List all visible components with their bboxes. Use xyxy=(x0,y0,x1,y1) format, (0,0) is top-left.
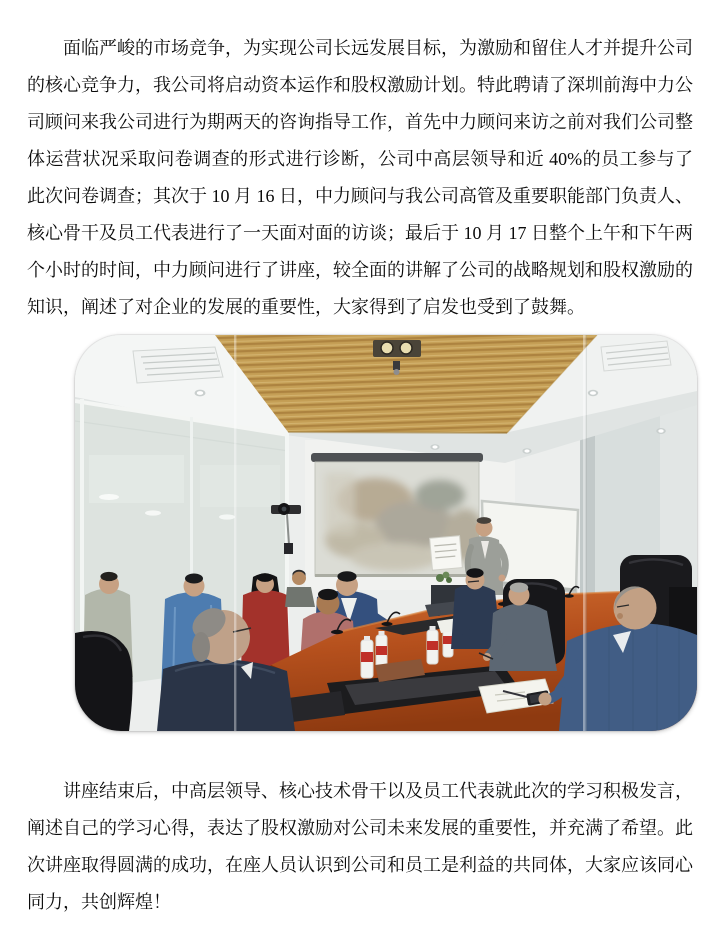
meeting-room-photo xyxy=(75,335,697,731)
conclusion-paragraph: 讲座结束后，中高层领导、核心技术骨干以及员工代表就此次的学习积极发言，阐述自己的学习心得，表达了股权激励对公司未来发展的重要性，并充满了希望。此次讲座取得圆满的成功，在座人员认识到公司和员工是利益的共同体，大家应该同心同力，共创辉煌！ xyxy=(27,781,693,912)
foreground-chair xyxy=(75,631,133,731)
flip-card xyxy=(430,536,463,570)
meeting-room-scene xyxy=(75,335,697,731)
intro-paragraph: 面临严峻的市场竞争，为实现公司长远发展目标，为激励和留住人才并提升公司的核心竞争力，我公司将启动资本运作和股权激励计划。特此聘请了深圳前海中力公司顾问来我公司进行为期两天的咨询指导工作，首先中力顾问来访之前对我们公司整体运营状况采取问卷调查的形式进行诊断，公司中高层领导和近 40%的员工参与了此次问卷调查；其次于 10 月 16 日，中力顾问与我公司高管及重要职能部门负责人、核心骨干及员工代表进行了一天面对面的访谈；最后于 10 月 17 日整个上午和下午两个小时的时间，中力顾问进行了讲座，较全面的讲解了公司的战略规划和股权激励的知识，阐述了对企业的发展的重要性，大家得到了启发也受到了鼓舞。 xyxy=(27,38,693,317)
air-vent-left xyxy=(133,347,223,383)
